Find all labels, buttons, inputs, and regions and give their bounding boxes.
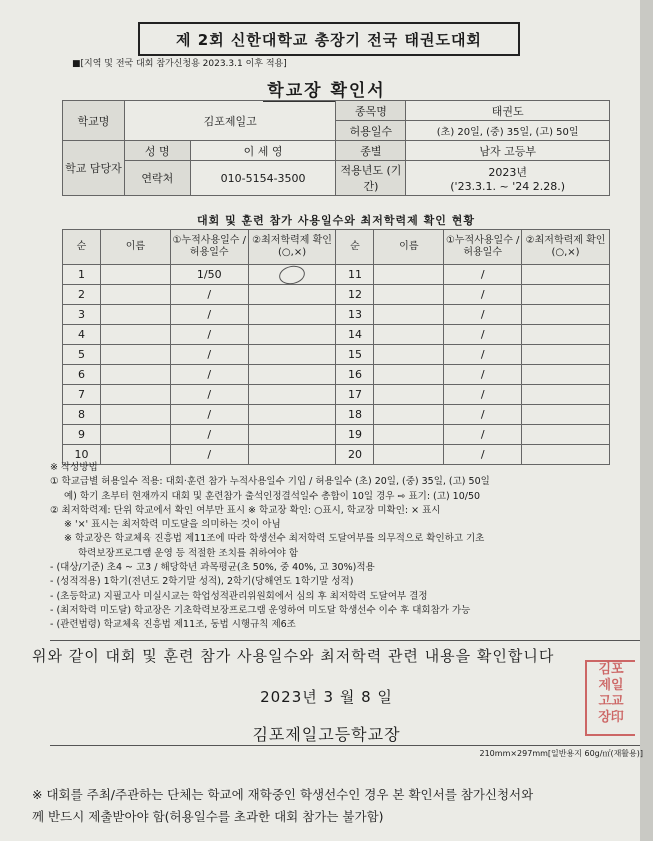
note-line: 학력보장프로그램 운영 등 적절한 조치를 취하여야 함 bbox=[78, 547, 299, 559]
row-check bbox=[522, 285, 610, 305]
row-days: / bbox=[170, 425, 248, 445]
row-check bbox=[522, 385, 610, 405]
row-name bbox=[374, 405, 444, 425]
note-line: ① 학교급별 허용일수 적용: 대회·훈련 참가 누적사용일수 기입 / 허용일수 (초) 20일, (중) 35일, (고) 50일 bbox=[50, 476, 490, 488]
school-label: 학교명 bbox=[63, 101, 125, 141]
row-days: / bbox=[170, 285, 248, 305]
header-name: 이름 bbox=[100, 230, 170, 265]
event-title-box bbox=[138, 22, 520, 56]
row-name bbox=[100, 345, 170, 365]
row-name bbox=[374, 285, 444, 305]
kind-label: 종별 bbox=[336, 141, 406, 161]
note-line: - (성적적용) 1학기(전년도 2학기말 성적), 2학기(당해연도 1학기말 성적) bbox=[50, 576, 354, 588]
row-number: 2 bbox=[63, 285, 101, 305]
note-line: - (관련법령) 학교체육 진흥법 제11조, 동법 시행규칙 제6조 bbox=[50, 619, 296, 631]
row-number: 16 bbox=[336, 365, 374, 385]
row-name bbox=[100, 325, 170, 345]
header-name: 이름 bbox=[374, 230, 444, 265]
row-name bbox=[100, 425, 170, 445]
row-days: / bbox=[444, 265, 522, 285]
row-number: 11 bbox=[336, 265, 374, 285]
row-days: / bbox=[444, 325, 522, 345]
kind-value: 남자 고등부 bbox=[406, 141, 610, 161]
header-no: 순 bbox=[63, 230, 101, 265]
row-days: / bbox=[170, 305, 248, 325]
period-label: 적용년도 (기간) bbox=[336, 161, 406, 196]
instructions bbox=[50, 461, 640, 633]
row-name bbox=[374, 305, 444, 325]
event-label: 종목명 bbox=[336, 101, 406, 121]
row-name bbox=[100, 285, 170, 305]
row-check bbox=[522, 425, 610, 445]
school-info-table bbox=[62, 100, 610, 196]
row-number: 7 bbox=[63, 385, 101, 405]
note-line: ※ 작성방법 bbox=[50, 462, 98, 473]
row-number: 10 bbox=[63, 445, 101, 465]
note-line: ② 최저학력제: 단위 학교에서 확인 여부만 표시 ※ 학교장 확인: ○표시, 학교장 미확인: × 표시 bbox=[50, 504, 441, 516]
row-days: / bbox=[170, 445, 248, 465]
row-name bbox=[374, 385, 444, 405]
header-check: ②최저학력제 확인(○,×) bbox=[248, 230, 336, 265]
row-check bbox=[248, 325, 336, 345]
allowed-days-value: (초) 20일, (중) 35일, (고) 50일 bbox=[406, 121, 610, 141]
header-check: ②최저학력제 확인(○,×) bbox=[522, 230, 610, 265]
row-name bbox=[374, 325, 444, 345]
table-row bbox=[63, 285, 610, 305]
table-row bbox=[63, 265, 610, 285]
row-number: 19 bbox=[336, 425, 374, 445]
row-days: / bbox=[170, 385, 248, 405]
contact-label: 연락처 bbox=[124, 161, 190, 196]
row-number: 18 bbox=[336, 405, 374, 425]
row-name bbox=[374, 365, 444, 385]
row-check bbox=[248, 265, 336, 285]
period-year: 2023년 bbox=[488, 165, 527, 179]
period-range: ('23.3.1. ~ '24 2.28.) bbox=[450, 179, 566, 193]
confirm-statement: 위와 같이 대회 및 훈련 참가 사용일수와 최저학력 관련 내용을 확인합니다 bbox=[32, 647, 555, 665]
row-check bbox=[522, 365, 610, 385]
footer-line: ※ 대회를 주최/주관하는 단체는 학교에 재학중인 학생선수인 경우 본 확인서를 참가신청서와 bbox=[32, 787, 534, 802]
confirm-date: 2023년 3 월 8 일 bbox=[260, 688, 393, 706]
row-check bbox=[248, 425, 336, 445]
name-value: 이 세 영 bbox=[190, 141, 336, 161]
row-days: / bbox=[170, 345, 248, 365]
note-line: - (초등학교) 지필고사 미실시교는 학업성적관리위원회에서 심의 후 최저학력 도달여부 결정 bbox=[50, 590, 428, 602]
table-row bbox=[63, 425, 610, 445]
period-cell bbox=[406, 161, 610, 196]
row-number: 5 bbox=[63, 345, 101, 365]
row-name bbox=[374, 265, 444, 285]
row-name bbox=[374, 425, 444, 445]
header-days: ①누적사용일수 /허용일수 bbox=[170, 230, 248, 265]
row-name bbox=[100, 405, 170, 425]
principal-name: 김포제일고등학교장 bbox=[252, 725, 401, 744]
row-days: / bbox=[444, 425, 522, 445]
status-title: 대회 및 훈련 참가 사용일수와 최저학력제 확인 현황 bbox=[197, 214, 475, 227]
row-number: 12 bbox=[336, 285, 374, 305]
row-check bbox=[248, 305, 336, 325]
footer-note bbox=[32, 784, 632, 828]
row-days: / bbox=[444, 365, 522, 385]
event-value: 태권도 bbox=[406, 101, 610, 121]
header-no: 순 bbox=[336, 230, 374, 265]
official-seal: 김포 제일 고교 장印 bbox=[585, 660, 635, 736]
row-name bbox=[100, 385, 170, 405]
status-table bbox=[62, 229, 610, 465]
row-number: 9 bbox=[63, 425, 101, 445]
note-line: ※ '×' 표시는 최저학력 미도달을 의미하는 것이 아님 bbox=[64, 519, 281, 531]
row-days: / bbox=[170, 365, 248, 385]
paper-spec: 210mm×297mm[일반용지 60g/㎡(재활용)] bbox=[479, 749, 643, 758]
row-number: 13 bbox=[336, 305, 374, 325]
row-check bbox=[522, 405, 610, 425]
divider bbox=[50, 745, 640, 746]
row-check bbox=[248, 365, 336, 385]
name-label: 성 명 bbox=[124, 141, 190, 161]
row-number: 20 bbox=[336, 445, 374, 465]
row-number: 14 bbox=[336, 325, 374, 345]
row-name bbox=[100, 265, 170, 285]
row-days: / bbox=[444, 305, 522, 325]
row-check bbox=[522, 265, 610, 285]
allowed-days-label: 허용일수 bbox=[336, 121, 406, 141]
table-row bbox=[63, 405, 610, 425]
divider bbox=[50, 640, 640, 641]
row-number: 8 bbox=[63, 405, 101, 425]
row-name bbox=[100, 305, 170, 325]
table-row bbox=[63, 325, 610, 345]
row-check bbox=[248, 385, 336, 405]
footer-line: 께 반드시 제출받아야 함(허용일수를 초과한 대회 참가는 불가함) bbox=[32, 809, 384, 824]
row-check bbox=[522, 305, 610, 325]
row-number: 17 bbox=[336, 385, 374, 405]
row-days: / bbox=[444, 385, 522, 405]
row-days: / bbox=[444, 285, 522, 305]
table-row bbox=[63, 345, 610, 365]
row-number: 4 bbox=[63, 325, 101, 345]
row-name bbox=[374, 345, 444, 365]
row-check bbox=[248, 405, 336, 425]
row-number: 1 bbox=[63, 265, 101, 285]
contact-value: 010-5154-3500 bbox=[190, 161, 336, 196]
event-title: 제 2회 신한대학교 총장기 전국 태권도대회 bbox=[176, 30, 482, 49]
row-days: / bbox=[170, 405, 248, 425]
row-check bbox=[522, 345, 610, 365]
document-title-wrap bbox=[0, 76, 653, 101]
row-check bbox=[248, 345, 336, 365]
row-number: 3 bbox=[63, 305, 101, 325]
row-number: 6 bbox=[63, 365, 101, 385]
manager-label: 학교 담당자 bbox=[63, 141, 125, 196]
row-check bbox=[248, 285, 336, 305]
school-value: 김포제일고 bbox=[124, 101, 336, 141]
table-row bbox=[63, 305, 610, 325]
note-line: 예) 학기 초부터 현재까지 대회 및 훈련참가 출석인정결석일수 총합이 10일 경우 ⇨ 표기: (고) 10/50 bbox=[64, 490, 481, 502]
document-title: 학교장 확인서 bbox=[263, 81, 389, 102]
note-line: - (대상/기준) 초4 ~ 고3 / 해당학년 과목평균(초 50%, 중 40%, 고 30%)적용 bbox=[50, 562, 375, 574]
row-days: / bbox=[444, 445, 522, 465]
row-number: 15 bbox=[336, 345, 374, 365]
row-days: / bbox=[444, 345, 522, 365]
table-row bbox=[63, 365, 610, 385]
row-check bbox=[522, 325, 610, 345]
note-line: ※ 학교장은 학교체육 진흥법 제11조에 따라 학생선수 최저학력 도달여부를 의무적으로 확인하고 기초 bbox=[64, 533, 485, 545]
header-days: ①누적사용일수 /허용일수 bbox=[444, 230, 522, 265]
row-days: / bbox=[170, 325, 248, 345]
row-name bbox=[100, 365, 170, 385]
table-row bbox=[63, 385, 610, 405]
check-circle-mark bbox=[277, 263, 306, 286]
row-days: / bbox=[444, 405, 522, 425]
application-note: ■[지역 및 전국 대회 참가신청용 2023.3.1 이후 적용] bbox=[72, 59, 287, 69]
row-days: 1/50 bbox=[170, 265, 248, 285]
note-line: - (최저학력 미도달) 학교장은 기초학력보장프로그램 운영하여 미도달 학생선수 이수 후 대회참가 가능 bbox=[50, 604, 471, 616]
